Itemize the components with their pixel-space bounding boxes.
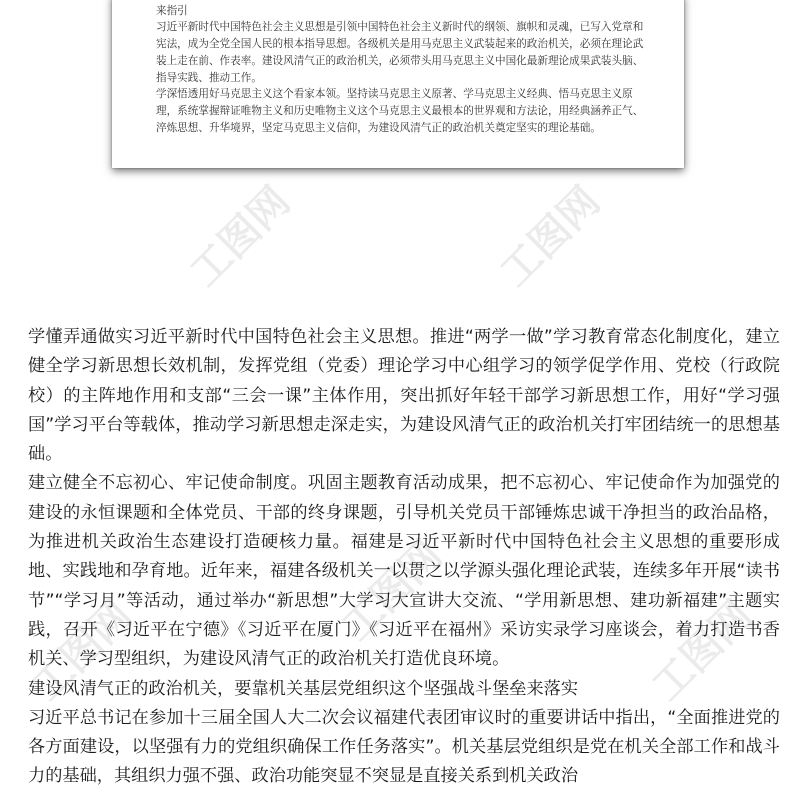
watermark: 工图网 <box>181 178 300 296</box>
section-heading: 建设风清气正的政治机关，要靠机关基层党组织这个坚强战斗堡垒来落实 <box>28 678 579 699</box>
body-paragraph: 习近平总书记在参加十三届全国人大二次会议福建代表团审议时的重要讲话中指出，“全面推进党的各方面建设，以坚强有力的党组织确保工作任务落实”。机关基层党组织是党在机关全部工作和战斗力的基础，其组织力强不强、政治功能突显不突显是直接关系到机关政治 <box>28 707 780 787</box>
watermark: 工图网 <box>643 592 762 710</box>
body-paragraph: 建立健全不忘初心、牢记使命制度。巩固主题教育活动成果，把不忘初心、牢记使命作为加强党的建设的永恒课题和全体党员、干部的终身课题，引导机关党员干部锤炼忠诚干净担当的政治品格，为推进机关政治生态建设打造硬核力量。福建是习近平新时代中国特色社会主义思想的重要形成地、实践地和孕育地。近年来，福建各级机关一以贯之以学源头强化理论武装，连续多年开展“读书节”“学习月”等活动，通过举办“新思想”大学习大宣讲大交流、“学用新思想、建功新福建”主题实践，召开《习近平在宁德》《习近平在厦门》《习近平在福州》采访实录学习座谈会，着力打造书香机关、学习型组织，为建设风清气正的政治机关打造优良环境。 <box>28 473 780 670</box>
preview-card-text <box>156 0 644 136</box>
document-preview-card <box>112 0 684 168</box>
watermark: 工图网 <box>333 532 452 650</box>
body-paragraph: 学懂弄通做实习近平新时代中国特色社会主义思想。推进“两学一做”学习教育常态化制度化，建立健全学习新思想长效机制，发挥党组（党委）理论学习中心组学习的领学促学作用、党校（行政院校）的主阵地作用和支部“三会一课”主体作用，突出抓好年轻干部学习新思想工作，用好“学习强国”学习平台等载体，推动学习新思想走深走实，为建设风清气正的政治机关打牢团结统一的思想基础。 <box>28 327 780 465</box>
article-body <box>28 323 780 792</box>
watermark: 工图网 <box>491 178 610 296</box>
preview-paragraph: 学深悟透用好马克思主义这个看家本领。坚持读马克思主义原著、学马克思主义经典、悟马克思主义原理，系统掌握辩证唯物主义和历史唯物主义这个马克思主义最根本的世界观和方法论，用经典涵养正气、淬炼思想、升华境界，坚定马克思主义信仰，为建设风清气正的政治机关奠定坚实的理论基础。 <box>156 88 644 134</box>
preview-heading: 来指引 <box>156 4 188 17</box>
watermark: 工图网 <box>23 592 142 710</box>
preview-paragraph: 习近平新时代中国特色社会主义思想是引领中国特色社会主义新时代的纲领、旗帜和灵魂，已写入党章和宪法，成为全党全国人民的根本指导思想。各级机关是用马克思主义武装起来的政治机关，必须在理论武装上走在前、作表率。建设风清气正的政治机关，必须带头用马克思主义中国化最新理论成果武装头脑、指导实践、推动工作。 <box>156 21 644 84</box>
